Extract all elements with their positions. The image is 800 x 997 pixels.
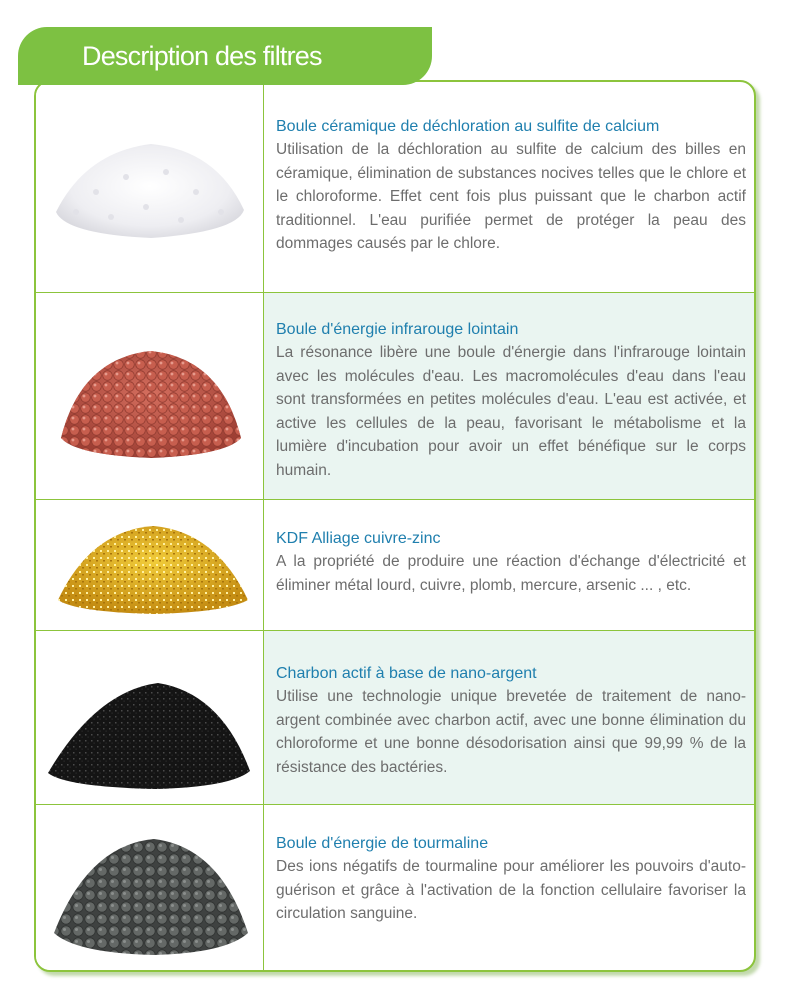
filter-row xyxy=(36,805,754,970)
filter-row xyxy=(36,293,754,500)
filter-row xyxy=(36,631,754,805)
filter-description: Utilise une technologie unique brevetée de traitement de nano-argent combinée avec charbon actif, avec une bonne élimination du chloroforme et une bonne désodorisation ainsi que 99,99 % de la résistance des bactéries. xyxy=(276,688,746,776)
filter-row xyxy=(36,500,754,631)
filter-title: Boule d'énergie infrarouge lointain xyxy=(276,321,519,338)
filter-image-cell xyxy=(36,293,264,499)
filter-description: A la propriété de produire une réaction d'échange d'électricité et éliminer métal lourd, cuivre, plomb, mercure, arsenic ... , etc. xyxy=(276,553,746,594)
filter-description: Des ions négatifs de tourmaline pour améliorer les pouvoirs d'auto-guérison et grâce à l'activation de la fonction cellulaire favoriser la circulation sanguine. xyxy=(276,858,746,923)
black-activated-carbon-image xyxy=(36,631,264,805)
grey-tourmaline-balls-image xyxy=(36,805,264,970)
gold-kdf-granules-image xyxy=(36,500,264,631)
filter-image-cell xyxy=(36,631,264,804)
filters-table xyxy=(34,80,756,972)
filter-row xyxy=(36,82,754,293)
filter-description: La résonance libère une boule d'énergie dans l'infrarouge lointain avec les molécules d'eau. Les macromolécules d'eau dans l'eau sont transformées en petites molécules d'eau. L'eau est activée, et active les cellules de la peau, favorisant le métabolisme et la lumière d'incubation pour avoir un effet bénéfique sur le corps humain. xyxy=(276,344,746,479)
red-infrared-balls-image xyxy=(36,293,264,500)
filter-image-cell xyxy=(36,805,264,970)
section-title: Description des filtres xyxy=(82,41,322,71)
section-title-tab xyxy=(18,27,432,85)
filter-description: Utilisation de la déchloration au sulfite de calcium des billes en céramique, élimination de substances nocives telles que le chlore et le chloroforme. Effet cent fois plus puissant que le charbon actif traditionnel. L'eau purifiée permet de protéger la peau des dommages causés par le chlore. xyxy=(276,141,746,253)
white-ceramic-balls-image xyxy=(36,82,264,293)
filter-title: Boule céramique de déchloration au sulfite de calcium xyxy=(276,118,660,135)
filter-title: KDF Alliage cuivre-zinc xyxy=(276,530,441,547)
filter-image-cell xyxy=(36,82,264,292)
filter-title: Charbon actif à base de nano-argent xyxy=(276,665,537,682)
filter-title: Boule d'énergie de tourmaline xyxy=(276,835,489,852)
filter-image-cell xyxy=(36,500,264,630)
